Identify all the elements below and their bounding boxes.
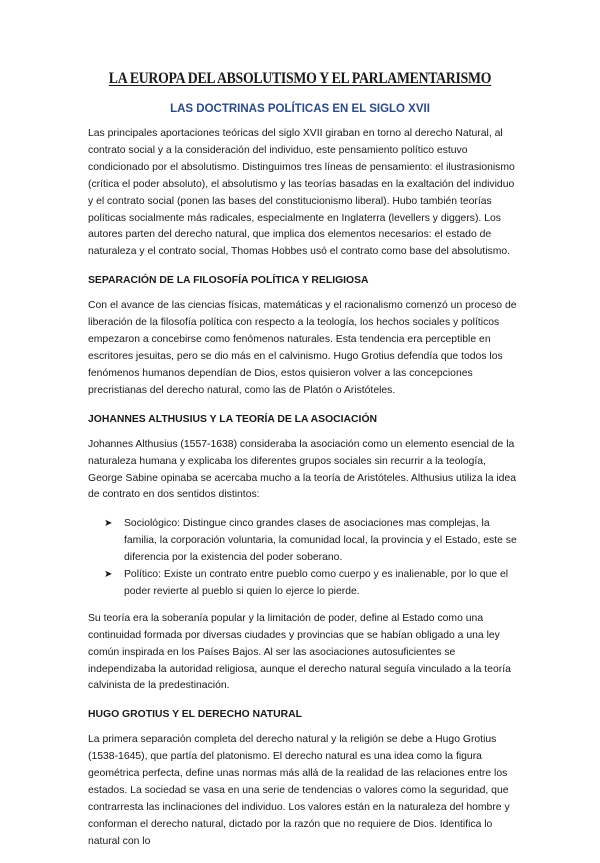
list-item xyxy=(104,567,518,601)
section-paragraph-separacion: Con el avance de las ciencias físicas, matemáticas y el racionalismo comenzó un proceso de liberación de la filosofía política con respecto a la teología, los hechos sociales y políticos empezaron a concebirse como fenómenos naturales. Esta tendencia era perceptible en escritores jesuitas, pero se dio más en el calvinismo. Hugo Grotius defendía que todos los fenómenos humanos dependían de Dios, estos quisieron volver a las concepciones precristianas del derecho natural, como las de Platón o Aristóteles. xyxy=(88,300,517,396)
section-paragraph-grotius: La primera separación completa del derecho natural y la religión se debe a Hugo Grotius (1538-1645), que partía del platonismo. El derecho natural es una idea como la figura geométrica perfecta, define unas normas más allá de la realidad de las relaciones entre los estados. La sociedad se vasa en una serie de tendencias o valores como la seguridad, que contrarresta las inclinaciones del individuo. Los valores están en la naturaleza del hombre y conforman el derecho natural, dictado por la razón que no requiere de Dios. Identifica lo natural con lo xyxy=(88,734,510,847)
section-heading-grotius: HUGO GROTIUS Y EL DERECHO NATURAL xyxy=(88,709,302,721)
arrow-bullet-icon: ➤ xyxy=(104,518,113,530)
list-item xyxy=(104,516,518,567)
intro-paragraph: Las principales aportaciones teóricas del siglo XVII giraban en torno al derecho Natural, al contrato social y a la consideración del individuo, este pensamiento político estuvo condicionado por el absolutismo. Distinguimos tres líneas de pensamiento: el ilustrasionismo (crítica el poder absoluto), el absolutismo y las teorías basadas en la exaltación del individuo y el contrato social (ponen las bases del constitucionismo liberal). Hubo también teorías políticas socialmente más radicales, especialmente en Inglaterra (levellers y diggers). Los autores parten del derecho natural, que implica dos elementos necesarios: el estado de naturaleza y el contrato social, Thomas Hobbes usó el contrato como base del absolutismo. xyxy=(88,128,515,258)
section-paragraph-soberania: Su teoría era la soberanía popular y la limitación de poder, define al Estado como una continuidad formada por diversas ciudades y provincias que se habían obligado a una ley común inspirada en los Países Bajos. Al ser las asociaciones autosuficientes se independizaba la autoridad religiosa, aunque el derecho natural seguía vinculado a la teoría calvinista de la predestinación. xyxy=(88,612,511,692)
document-title: LA EUROPA DEL ABSOLUTISMO Y EL PARLAMENTARISMO xyxy=(108,70,492,87)
section-paragraph-althusius: Johannes Althusius (1557-1638) consideraba la asociación como un elemento esencial de la naturaleza humana y explicaba los diferentes grupos sociales sin recurrir a la teología, George Sabine opinaba se acercaba mucho a la teoría de Aristóteles. Althusius utiliza la idea de contrato en dos sentidos distintos: xyxy=(88,438,517,501)
document-subtitle: LAS DOCTRINAS POLÍTICAS EN EL SIGLO XVII xyxy=(170,103,430,115)
bullet-list xyxy=(88,516,518,601)
section-heading-separacion: SEPARACIÓN DE LA FILOSOFÍA POLÍTICA Y RELIGIOSA xyxy=(88,275,369,287)
section-heading-althusius: JOHANNES ALTHUSIUS Y LA TEORÍA DE LA ASOCIACIÓN xyxy=(88,413,378,425)
arrow-bullet-icon: ➤ xyxy=(104,569,113,581)
list-item-text: Sociológico: Distingue cinco grandes clases de asociaciones mas complejas, la familia, la corporación voluntaria, la comunidad local, la provincia y el Estado, este se diferencia por la existencia del poder soberano. xyxy=(124,518,517,564)
document-body xyxy=(88,126,518,863)
list-item-text: Político: Existe un contrato entre pueblo como cuerpo y es inalienable, por lo que el poder revierte al pueblo si quien lo ejerce lo pierde. xyxy=(124,569,509,597)
